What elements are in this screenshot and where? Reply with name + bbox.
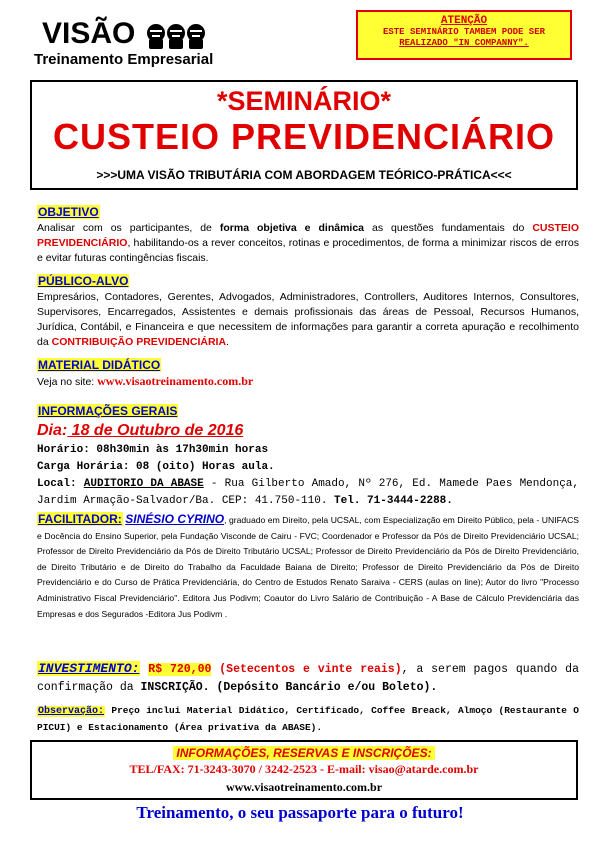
seminar-title: CUSTEIO PREVIDENCIÁRIO <box>52 116 556 157</box>
attention-line2: REALIZADO "IN COMPANNY". <box>399 38 529 48</box>
facilitador-name: SINÉSIO CYRINO <box>125 512 225 526</box>
section-objetivo <box>37 203 579 266</box>
facilitador-text: FACILITADOR: SINÉSIO CYRINO, graduado em Direito, pela UCSAL, com Especialização em Direito Público, pela - UNIFACS e Docência do Ensino Superior, pela Fundação Visconde de Cairu - FVC; Coordenador e Professor da Pós de Direito Previdenciário UCSAL; Professor de Direito Previdenciário da Pós de Direito Tributário UCSAL; Professor de Direito Previdenciário da Pós de Direito Previdenciário, de Direito Tributário e de Direito do Trabalho da Faculdade Baiana de Direito; Professor de Direito Previdenciário da Pós de Direito Previdenciário e do Curso de Prática Previdenciária, do Centro de Estudos Renato Saraiva - CERS (aulas on line); Autor do livro "Processo Administrativo Fiscal Previdenciário". Editora Jus Podivm; Coautor do Livro Salário de Contribuição - A Base de Cálculo Previdenciária das Empresas e dos Segurados -Editora Jus Podivm . <box>37 512 580 619</box>
section-observacao <box>37 703 579 736</box>
facilitador-heading: FACILITADOR: <box>38 512 122 526</box>
contact-heading: INFORMAÇÕES, RESERVAS E INSCRIÇÕES: <box>173 746 434 760</box>
section-investimento <box>37 660 579 697</box>
objetivo-heading: OBJETIVO <box>38 205 99 219</box>
investimento-heading: INVESTIMENTO: <box>38 661 140 676</box>
section-facilitador <box>37 512 579 622</box>
objetivo-text: Analisar com os participantes, de forma objetiva e dinâmica as questões fundamentais do CUSTEIO PREVIDENCIÁRIO, habilitando-os a rever conceitos, rotinas e procedimentos, de forma a minimizar riscos de erros e evitar futuras contingências fiscais. <box>37 222 579 264</box>
material-text: Veja no site: www.visaotreinamento.com.br <box>37 374 254 388</box>
info-heading: INFORMAÇÕES GERAIS <box>38 404 178 418</box>
event-schedule: Horário: 08h30min às 17h30min horas <box>37 444 269 456</box>
section-publico-alvo <box>37 272 579 350</box>
attention-box <box>356 10 572 60</box>
contact-box <box>30 740 578 800</box>
observacao-heading: Observação: <box>38 706 105 717</box>
section-material <box>37 356 579 390</box>
event-workload: Carga Horária: 08 (oito) Horas aula. <box>37 461 275 473</box>
contact-site-link[interactable]: www.visaotreinamento.com.br <box>225 780 383 794</box>
event-date: Dia: 18 de Outubro de 2016 <box>37 422 244 439</box>
logo-wordmark: VISÃO <box>42 17 136 50</box>
company-logo <box>34 18 274 73</box>
attention-title: ATENÇÃO <box>440 15 488 27</box>
seminar-kicker: *SEMINÁRIO* <box>216 86 392 116</box>
publico-text: Empresários, Contadores, Gerentes, Advogados, Administradores, Controllers, Auditores Internos, Consultores, Supervisores, Encarregados, Assistentes e demais profissionais das áreas de Pessoal, Recursos Humanos, Jurídica, Contábil, e Financeira e que necessitem de informações para garantir a correta apuração e recolhimento da CONTRIBUIÇÃO PREVIDENCIÁRIA. <box>37 291 579 348</box>
event-location: Local: AUDITORIO DA ABASE - Rua Gilberto Amado, Nº 276, Ed. Mamede Paes Mendonça, Jardim Armação-Salvador/Ba. CEP: 41.750-110. Tel. 71-3444-2288. <box>37 478 579 507</box>
slogan: Treinamento, o seu passaporte para o futuro! <box>136 803 464 822</box>
seminar-subtitle: >>>UMA VISÃO TRIBUTÁRIA COM ABORDAGEM TEÓRICO-PRÁTICA<<< <box>96 168 512 182</box>
observacao-text: Observação: Preço inclui Material Didático, Certificado, Coffee Breack, Almoço (Restaurante O PICUI) e Estacionamento (Área privativa da ABASE). <box>37 705 579 733</box>
attention-line1: ESTE SEMINÁRIO TAMBEM PODE SER <box>382 27 546 37</box>
material-site-link[interactable]: www.visaotreinamento.com.br <box>97 374 254 388</box>
investimento-price: R$ 720,00 <box>148 663 212 676</box>
logo-subtitle: Treinamento Empresarial <box>34 51 214 68</box>
publico-heading: PÚBLICO-ALVO <box>38 274 129 288</box>
logo-heads-icon <box>146 22 206 50</box>
contact-phones-email: TEL/FAX: 71-3243-3070 / 3242-2523 - E-mail: visao@atarde.com.br <box>129 762 479 776</box>
section-informacoes <box>37 402 579 510</box>
material-heading: MATERIAL DIDÁTICO <box>38 358 161 372</box>
investimento-text: INVESTIMENTO: R$ 720,00 (Setecentos e vinte reais), a serem pagos quando da confirmação da INSCRIÇÃO. (Depósito Bancário e/ou Boleto). <box>37 661 579 694</box>
title-box <box>30 80 578 190</box>
